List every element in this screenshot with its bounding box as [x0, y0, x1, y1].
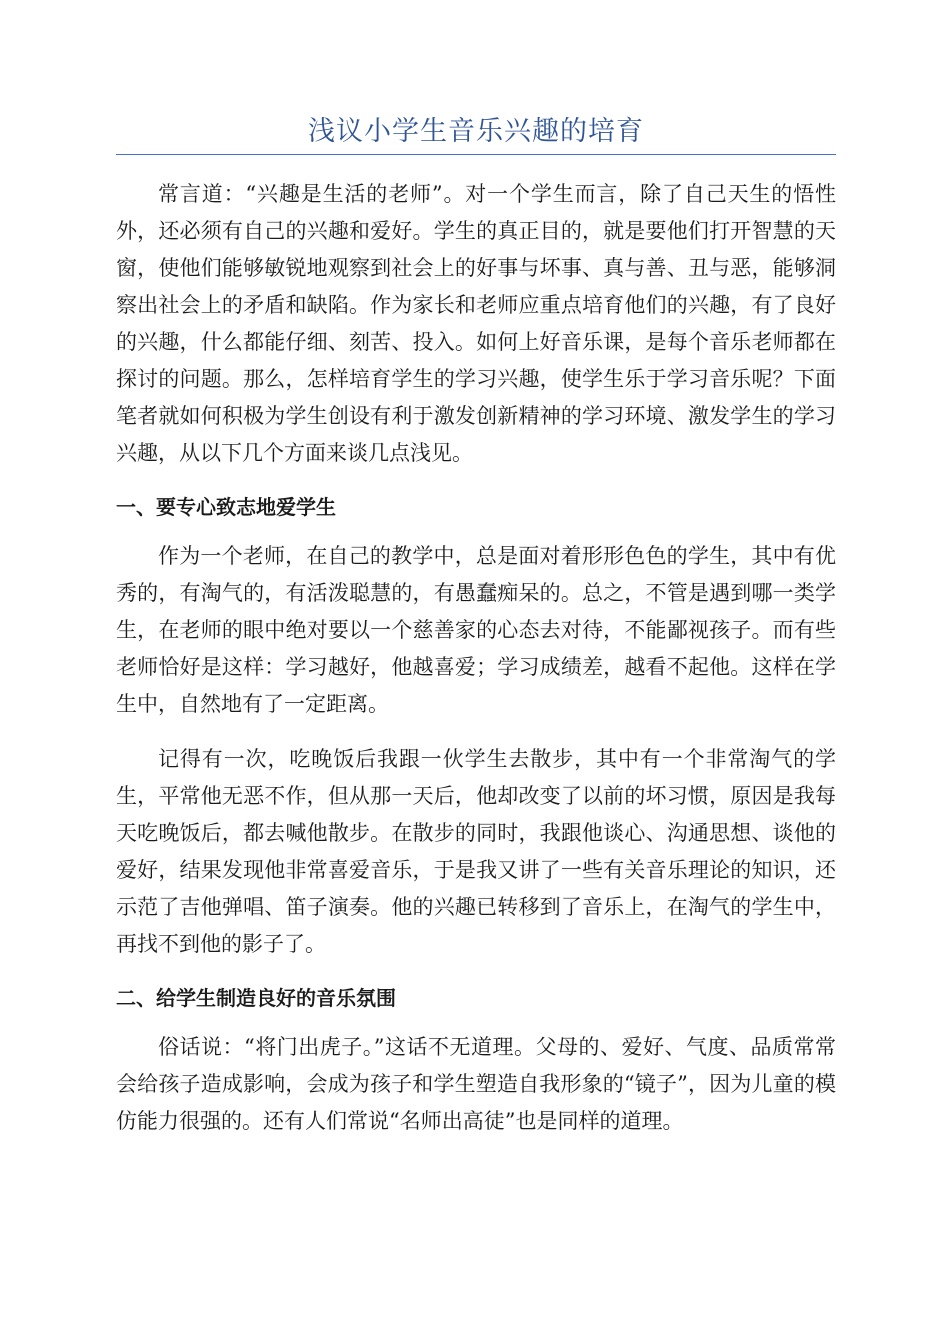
- section-1-paragraph-2: 记得有一次，吃晚饭后我跟一伙学生去散步，其中有一个非常淘气的学生，平常他无恶不作，但从那一天后，他却改变了以前的坏习惯，原因是我每天吃晚饭后，都去喊他散步。在散步的同时，我跟他谈心、沟通思想、谈他的爱好，结果发现他非常喜爱音乐，于是我又讲了一些有关音乐理论的知识，还示范了吉他弹唱、笛子演奏。他的兴趣已转移到了音乐上，在淘气的学生中，再找不到他的影子了。: [116, 747, 836, 956]
- spacer: [116, 963, 836, 983]
- section-heading-1: 一、要专心致志地爱学生: [116, 495, 336, 519]
- section-2-paragraph-1: 俗话说：“将门出虎子。”这话不无道理。父母的、爱好、气度、品质常常会给孩子造成影响，会成为孩子和学生塑造自我形象的“镜子”，因为儿童的模仿能力很强的。还有人们常说“名师出高徒”也是同样的道理。: [116, 1035, 836, 1133]
- document-title: 浅议小学生音乐兴趣的培育: [308, 116, 644, 147]
- section-heading-2: 二、给学生制造良好的音乐氛围: [116, 986, 396, 1010]
- spacer: [116, 522, 836, 538]
- spacer: [116, 472, 836, 492]
- section-1-paragraph-1: 作为一个老师，在自己的教学中，总是面对着形形色色的学生，其中有优秀的，有淘气的，有活泼聪慧的，有愚蠢痴呆的。总之，不管是遇到哪一类学生，在老师的眼中绝对要以一个慈善家的心态去对待，不能鄙视孩子。而有些老师恰好是这样：学习越好，他越喜爱；学习成绩差，越看不起他。这样在学生中，自然地有了一定距离。: [116, 544, 836, 716]
- intro-paragraph: 常言道：“兴趣是生活的老师”。对一个学生而言，除了自己天生的悟性外，还必须有自己的兴趣和爱好。学生的真正目的，就是要他们打开智慧的天窗，使他们能够敏锐地观察到社会上的好事与坏事、真与善、丑与恶，能够洞察出社会上的矛盾和缺陷。作为家长和老师应重点培育他们的兴趣，有了良好的兴趣，什么都能仔细、刻苦、投入。如何上好音乐课，是每个音乐老师都在探讨的问题。那么，怎样培育学生的学习兴趣，使学生乐于学习音乐呢？下面笔者就如何积极为学生创设有利于激发创新精神的学习环境、激发学生的学习兴趣，从以下几个方面来谈几点浅见。: [116, 182, 836, 465]
- spacer: [116, 1013, 836, 1029]
- title-underline: [116, 154, 836, 155]
- document-body: [116, 176, 836, 1140]
- spacer: [116, 723, 836, 741]
